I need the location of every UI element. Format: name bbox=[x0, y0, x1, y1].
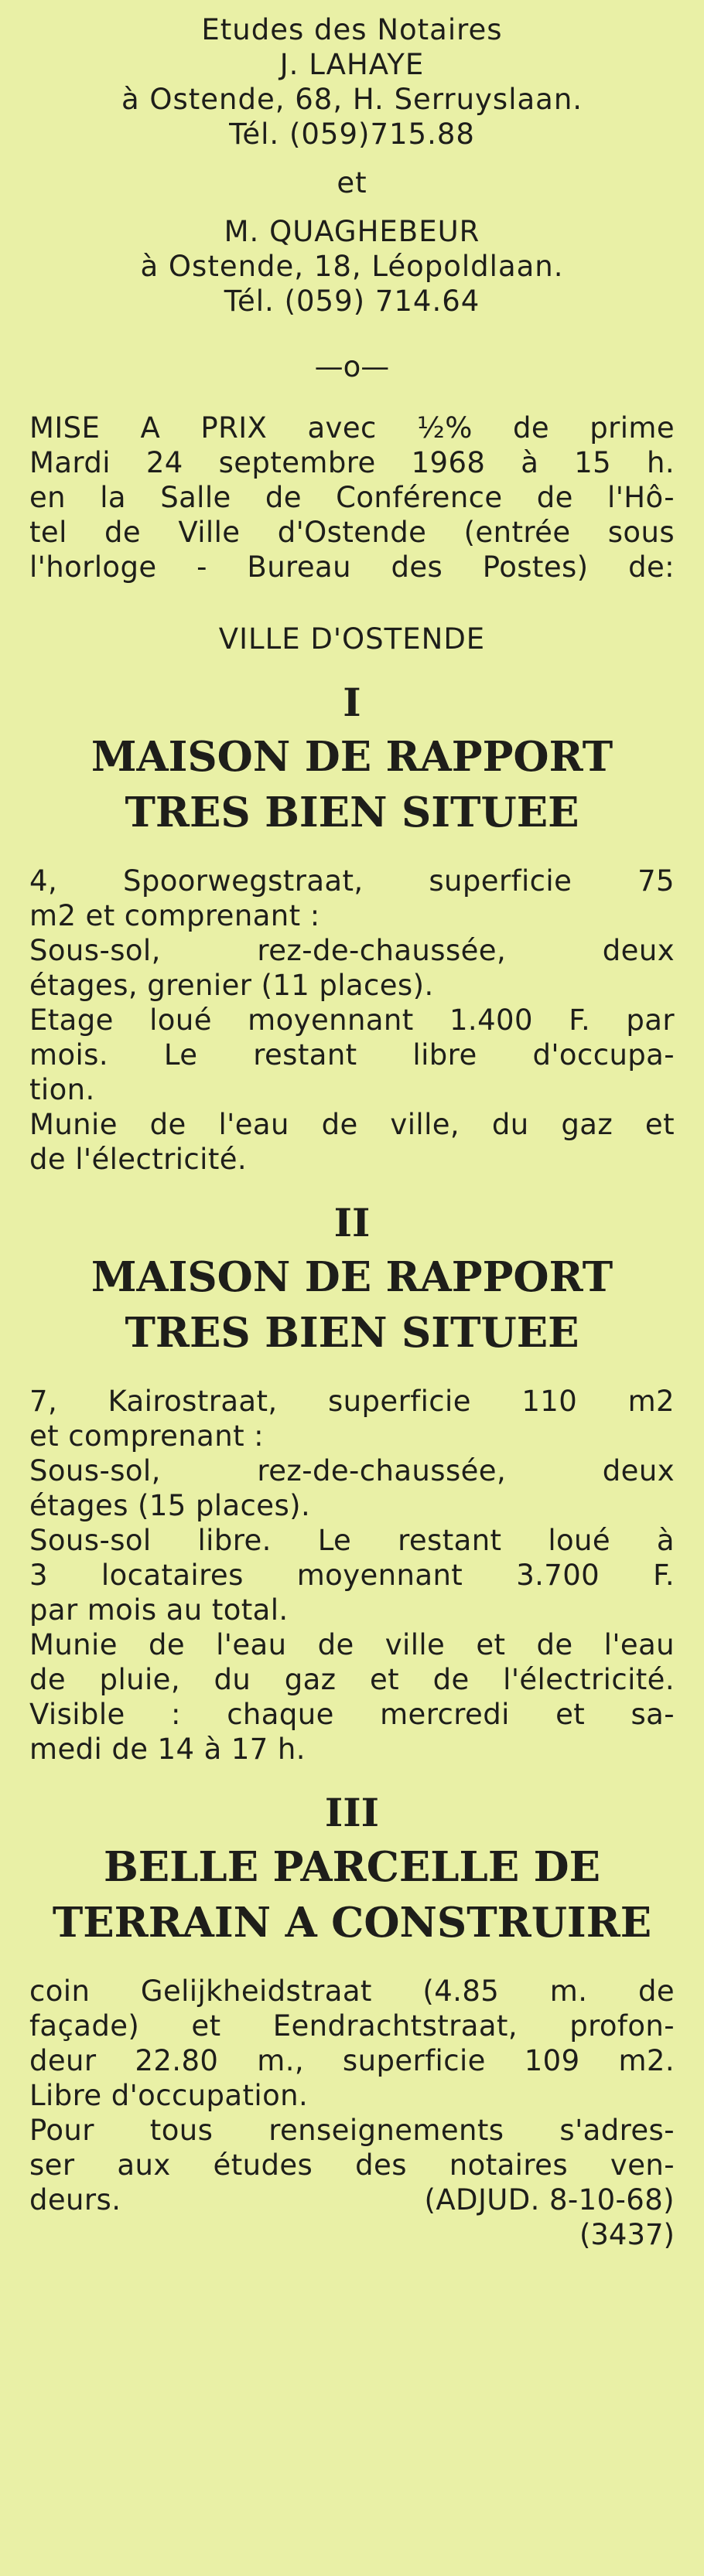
description-line: façade) et Eendrachtstraat, profon- bbox=[29, 2009, 675, 2043]
description-line: m2 et comprenant : bbox=[29, 899, 320, 932]
section-numeral: II bbox=[333, 1200, 371, 1245]
section-heading-line: MAISON DE RAPPORT bbox=[91, 733, 613, 781]
section-heading-line: TRES BIEN SITUEE bbox=[125, 789, 579, 837]
section-heading-line: TERRAIN A CONSTRUIRE bbox=[52, 1899, 652, 1947]
section-description bbox=[29, 864, 675, 1177]
description-line: de l'électricité. bbox=[29, 1143, 248, 1176]
header-conjunction: et bbox=[337, 166, 367, 199]
description-line: Munie de l'eau de ville et de l'eau bbox=[29, 1628, 675, 1661]
description-line: mois. Le restant libre d'occupa- bbox=[29, 1038, 675, 1072]
section-description bbox=[29, 1974, 675, 2217]
section-heading-line: MAISON DE RAPPORT bbox=[91, 1253, 613, 1301]
description-line: deur 22.80 m., superficie 109 m2. bbox=[29, 2044, 675, 2077]
intro-paragraph bbox=[29, 411, 675, 584]
notary-phone-lahaye: Tél. (059)715.88 bbox=[229, 118, 475, 151]
adjudication-date: (ADJUD. 8-10-68) bbox=[424, 2183, 675, 2217]
description-line: et comprenant : bbox=[29, 1419, 265, 1453]
description-line: Sous-sol libre. Le restant loué à bbox=[29, 1524, 675, 1557]
description-line: deurs. bbox=[29, 2183, 121, 2217]
section-heading bbox=[29, 729, 675, 840]
notary-name-lahaye: J. LAHAYE bbox=[279, 48, 425, 81]
section-heading bbox=[29, 1839, 675, 1951]
description-line: par mois au total. bbox=[29, 1593, 289, 1627]
notary-phone-quaghebeur: Tél. (059) 714.64 bbox=[224, 285, 480, 318]
section-1 bbox=[29, 680, 675, 1177]
closing-line bbox=[29, 2182, 675, 2217]
description-line: étages (15 places). bbox=[29, 1489, 311, 1522]
description-line: étages, grenier (11 places). bbox=[29, 969, 434, 1002]
description-line: 4, Spoorwegstraat, superficie 75 bbox=[29, 864, 675, 898]
section-heading-line: BELLE PARCELLE DE bbox=[103, 1843, 601, 1891]
description-line: de pluie, du gaz et de l'électricité. bbox=[29, 1663, 675, 1696]
intro-line: tel de Ville d'Ostende (entrée sous bbox=[29, 516, 675, 549]
section-numeral: I bbox=[343, 680, 361, 725]
section-heading bbox=[29, 1249, 675, 1361]
notary-address-quaghebeur: à Ostende, 18, Léopoldlaan. bbox=[140, 250, 564, 283]
description-line: medi de 14 à 17 h. bbox=[29, 1733, 306, 1766]
description-line: Pour tous renseignements s'adres- bbox=[29, 2114, 675, 2147]
intro-line: Mardi 24 septembre 1968 à 15 h. bbox=[29, 446, 675, 479]
section-2 bbox=[29, 1200, 675, 1767]
reference-number: (3437) bbox=[579, 2218, 675, 2251]
header-title: Etudes des Notaires bbox=[201, 13, 503, 46]
separator: —o— bbox=[314, 350, 390, 383]
description-line: ser aux études des notaires ven- bbox=[29, 2148, 675, 2182]
intro-line: en la Salle de Conférence de l'Hô- bbox=[29, 481, 675, 514]
section-3 bbox=[29, 1790, 675, 2252]
description-line: Sous-sol, rez-de-chaussée, deux bbox=[29, 934, 675, 967]
description-line: coin Gelijkheidstraat (4.85 m. de bbox=[29, 1975, 675, 2008]
description-line: 7, Kairostraat, superficie 110 m2 bbox=[29, 1385, 675, 1418]
description-line: Etage loué moyennant 1.400 F. par bbox=[29, 1003, 675, 1037]
notary-address-lahaye: à Ostende, 68, H. Serruyslaan. bbox=[121, 83, 583, 116]
notary-header bbox=[29, 12, 675, 319]
city-title: VILLE D'OSTENDE bbox=[218, 622, 486, 656]
description-line: Visible : chaque mercredi et sa- bbox=[29, 1698, 675, 1731]
description-line: Munie de l'eau de ville, du gaz et bbox=[29, 1108, 675, 1141]
section-heading-line: TRES BIEN SITUEE bbox=[125, 1309, 579, 1357]
description-line: 3 locataires moyennant 3.700 F. bbox=[29, 1559, 675, 1592]
description-line: tion. bbox=[29, 1073, 95, 1106]
section-description bbox=[29, 1384, 675, 1767]
section-numeral: III bbox=[324, 1790, 380, 1835]
intro-line: l'horloge - Bureau des Postes) de: bbox=[29, 550, 675, 584]
description-line: Libre d'occupation. bbox=[29, 2079, 309, 2112]
intro-line: MISE A PRIX avec ½% de prime bbox=[29, 411, 675, 445]
notary-name-quaghebeur: M. QUAGHEBEUR bbox=[224, 215, 480, 248]
description-line: Sous-sol, rez-de-chaussée, deux bbox=[29, 1454, 675, 1487]
